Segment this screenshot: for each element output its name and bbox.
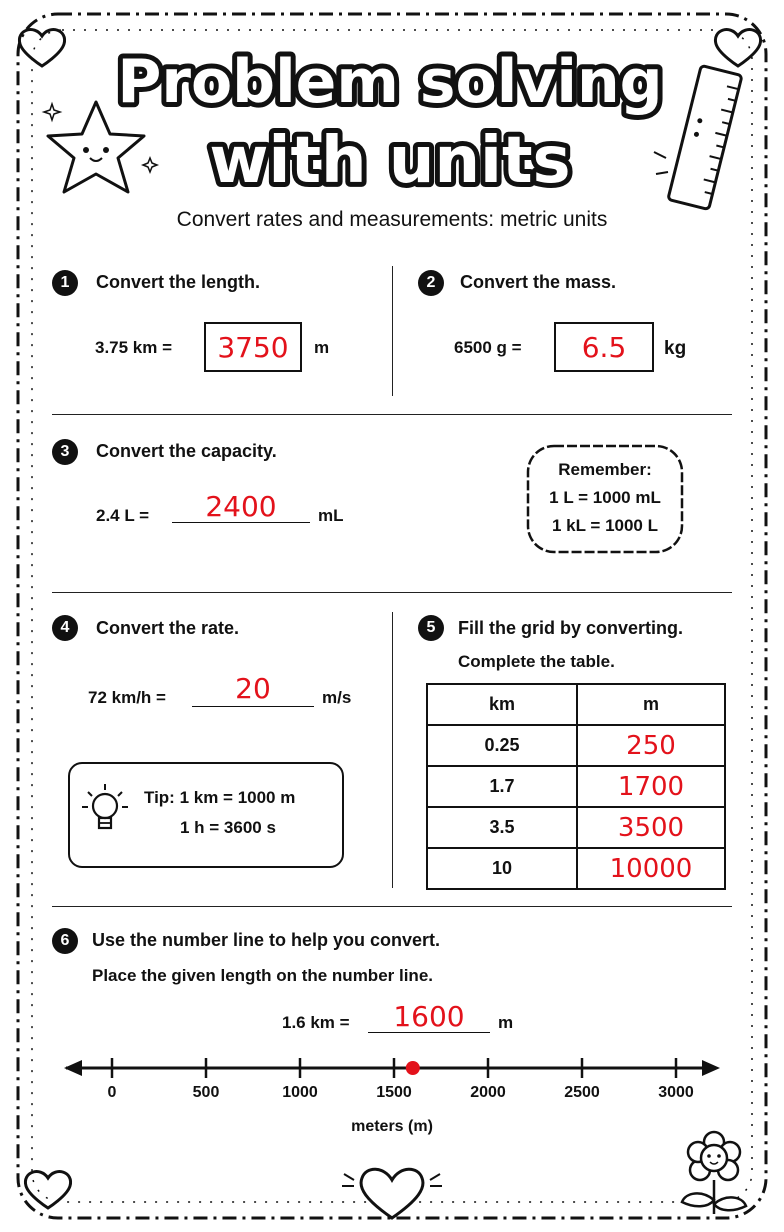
question-3-prompt: Convert the capacity. [96,441,277,461]
question-4-unit: m/s [322,688,352,707]
remember-heading: Remember: [558,460,652,479]
question-3-answer[interactable]: 2400 [172,490,310,523]
ruler-mascot-icon [648,62,758,212]
question-2-left: 6500 g = [454,338,522,357]
table-cell-m[interactable]: 10000 [577,848,725,889]
heart-icon [336,1160,448,1224]
table-cell-m[interactable]: 250 [577,725,725,766]
question-6-left: 1.6 km = [282,1013,350,1032]
question-1-unit: m [314,338,330,357]
question-4-left: 72 km/h = [88,688,166,707]
table-cell-km: 1.7 [427,766,577,807]
table-cell-m[interactable]: 3500 [577,807,725,848]
table-cell-km: 10 [427,848,577,889]
question-6-prompt: Use the number line to help you convert. [92,930,441,950]
tip-line-1: Tip: 1 km = 1000 m [144,788,296,807]
question-6-answer[interactable]: 1600 [368,1000,490,1033]
number-line-tick-label: 1000 [282,1084,318,1101]
divider-1 [52,414,732,415]
table-row [427,848,725,889]
number-line-tick-label: 500 [192,1084,220,1101]
divider-vertical-top [392,266,393,396]
number-line-tick-label: 2500 [564,1084,600,1101]
number-line-tick-label: 1500 [376,1084,412,1101]
remember-line-2: 1 kL = 1000 L [551,516,658,535]
subtitle: Convert rates and measurements: metric units [176,208,608,231]
question-6-sub: Place the given length on the number line. [92,966,433,985]
table-cell-km: 3.5 [427,807,577,848]
question-4-answer[interactable]: 20 [192,672,314,707]
conversion-table [426,683,726,890]
number-line-axis-label: meters (m) [351,1118,433,1135]
number-line-tick-label: 3000 [658,1084,694,1101]
question-2-answer-box[interactable] [554,322,654,372]
table-header-km: km [427,684,577,725]
question-2-unit: kg [664,338,687,359]
lightbulb-icon [80,780,130,850]
table-row [427,807,725,848]
number-line-tick-label: 0 [107,1084,117,1101]
table-header-m: m [577,684,725,725]
question-6-unit: m [498,1013,514,1032]
question-3-unit: mL [318,506,344,525]
title-line-1: Problem solving [117,47,663,117]
flower-icon [672,1128,756,1216]
question-3-badge: 3 [52,439,78,465]
table-header-row [427,684,725,725]
question-2-prompt: Convert the mass. [460,272,617,292]
table-cell-m[interactable]: 1700 [577,766,725,807]
question-1-answer: 3750 [217,330,289,364]
question-5-badge: 5 [418,615,444,641]
remember-box [522,456,688,540]
question-2-answer: 6.5 [581,330,627,364]
question-1-badge: 1 [52,270,78,296]
question-2-badge: 2 [418,270,444,296]
remember-line-1: 1 L = 1000 mL [549,488,661,507]
question-1-prompt: Convert the length. [96,272,261,292]
tip-line-2: 1 h = 3600 s [180,818,276,837]
number-line-tick-label: 2000 [470,1084,506,1101]
divider-3 [52,906,732,907]
question-5-sub: Complete the table. [458,652,615,671]
question-6-badge: 6 [52,928,78,954]
question-1-left: 3.75 km = [95,338,173,357]
table-cell-km: 0.25 [427,725,577,766]
title-line-2: with units [209,124,571,198]
question-3-left: 2.4 L = [96,506,150,525]
divider-vertical-mid [392,612,393,888]
star-mascot-icon [38,96,168,206]
title-graphic [100,40,680,200]
question-5-prompt: Fill the grid by converting. [458,618,684,638]
question-4-badge: 4 [52,615,78,641]
table-row [427,766,725,807]
number-line-point[interactable] [406,1061,420,1075]
table-row [427,725,725,766]
divider-2 [52,592,732,593]
question-1-answer-box[interactable] [204,322,302,372]
question-4-prompt: Convert the rate. [96,618,240,638]
